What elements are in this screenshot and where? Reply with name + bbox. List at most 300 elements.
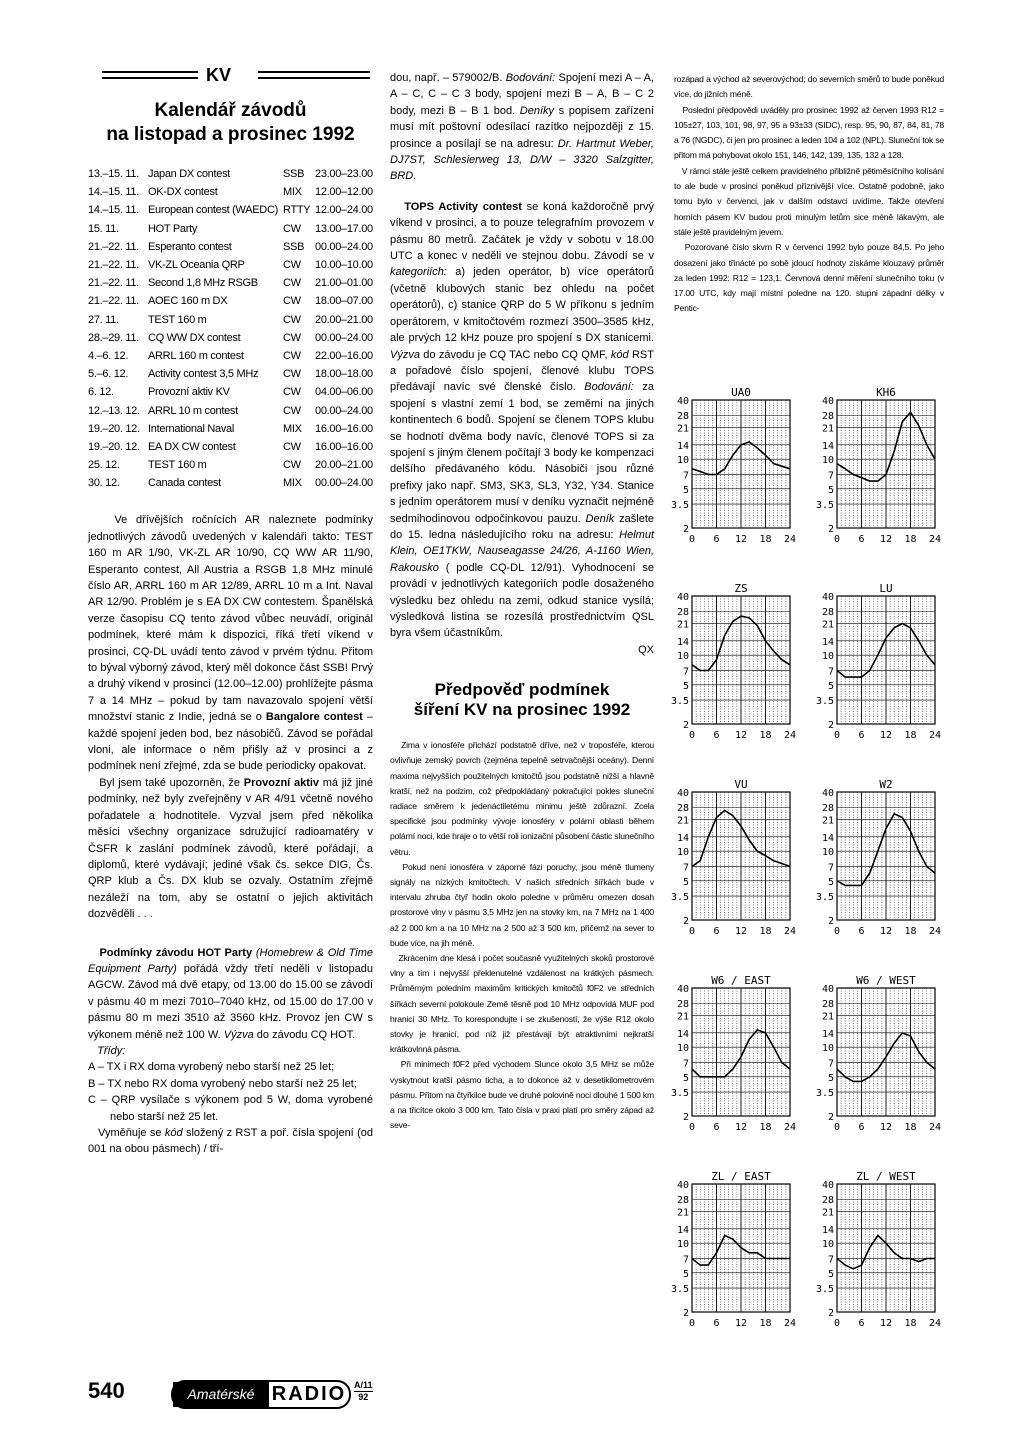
address-text: Helmut Klein, OE1TKW, Nauseagasse 24/26, A-1160 Wien, Rakousko [390, 528, 654, 574]
prediction-title-line-1: Předpověď podmínek [434, 680, 610, 700]
chart-y-tick: 10 [821, 1239, 834, 1251]
calendar-contest-name: Esperanto contest [148, 240, 232, 253]
chart-y-tick: 5 [827, 1268, 834, 1280]
calendar-contest-name: Second 1,8 MHz RSGB [148, 277, 258, 290]
paragraph [88, 512, 373, 775]
chart-y-tick: 7 [827, 862, 834, 874]
calendar-row [88, 420, 373, 438]
calendar-mode: MIX [283, 477, 302, 490]
chart-y-tick: 10 [676, 455, 689, 467]
chart-y-tick: 7 [682, 1254, 689, 1266]
prediction-title [390, 680, 654, 720]
paragraph [88, 1043, 373, 1059]
chart-x-tick: 0 [833, 730, 841, 741]
chart-y-tick: 28 [676, 1195, 689, 1207]
chart-zs [671, 582, 796, 741]
calendar-date: 25. 12. [88, 459, 120, 472]
chart-zl-west [816, 1170, 941, 1329]
chart-y-tick: 21 [676, 619, 689, 631]
chart-x-tick: 18 [904, 926, 917, 937]
chart-y-tick: 28 [676, 803, 689, 815]
text: Vyměňuje se [98, 1127, 162, 1139]
chart-title: VU [734, 778, 748, 791]
chart-y-tick: 2 [682, 1112, 689, 1123]
chart-y-tick: 28 [821, 1195, 834, 1207]
text: se koná každoročně prvý víkend v prosinci, a to pouze telegrafním provozem v pásmu 80 metrů. Začátek je vždy v sobotu v 18.00 UTC a konec v neděli ve stejnou dobu. Závodí se v [390, 200, 655, 263]
chart-y-tick: 5 [682, 1268, 689, 1280]
chart-y-tick: 21 [676, 1011, 689, 1023]
chart-x-tick: 12 [734, 1122, 748, 1133]
calendar-contest-name: Japan DX contest [148, 168, 231, 181]
chart-y-tick: 14 [676, 1028, 689, 1040]
calendar-mode: CW [283, 331, 301, 344]
chart-y-tick: 10 [676, 651, 689, 663]
chart-x-tick: 0 [688, 1318, 696, 1329]
chart-title: ZS [734, 582, 748, 595]
calendar-mode: CW [283, 222, 301, 235]
calendar-date: 14.–15. 11. [88, 204, 139, 217]
list-item: B – TX nebo RX doma vyrobený nebo starší než 25 let; [88, 1077, 357, 1090]
section-header [88, 65, 373, 89]
column-2 [390, 70, 654, 1134]
calendar-time: 12.00–12.00 [315, 186, 373, 199]
chart-kh6 [816, 386, 941, 545]
chart-x-tick: 12 [879, 926, 893, 937]
calendar-mode: CW [283, 277, 301, 290]
calendar-title [88, 99, 373, 147]
calendar-row [88, 220, 373, 238]
chart-x-tick: 18 [904, 1318, 917, 1329]
chart-zl-east [671, 1170, 796, 1329]
chart-y-tick: 3.5 [815, 696, 834, 708]
paragraph [674, 240, 944, 316]
chart-x-tick: 6 [858, 534, 865, 545]
contest-calendar-body [88, 165, 373, 492]
chart-x-tick: 12 [879, 1122, 893, 1133]
chart-y-tick: 10 [676, 847, 689, 859]
chart-x-tick: 18 [759, 1122, 772, 1133]
chart-x-tick: 6 [713, 1318, 720, 1329]
chart-y-tick: 3.5 [670, 500, 689, 512]
chart-y-tick: 21 [821, 815, 834, 827]
chart-y-tick: 28 [676, 607, 689, 619]
chart-x-tick: 12 [879, 730, 893, 741]
text: Byl jsem také upozorněn, že [99, 776, 241, 789]
chart-x-tick: 24 [928, 1318, 942, 1329]
calendar-row [88, 183, 373, 201]
chart-x-tick: 18 [904, 1122, 917, 1133]
calendar-time: 00.00–24.00 [315, 404, 373, 417]
chart-y-tick: 40 [676, 984, 689, 995]
calendar-contest-name: Canada contest [148, 477, 221, 490]
chart-title: W6 / WEST [856, 974, 916, 987]
chart-y-tick: 3.5 [670, 1284, 689, 1296]
calendar-contest-name: Provozní aktiv KV [148, 386, 230, 399]
page-footer [88, 1378, 378, 1410]
chart-y-tick: 3.5 [815, 892, 834, 904]
chart-y-tick: 2 [827, 720, 834, 731]
chart-y-tick: 5 [682, 1072, 689, 1084]
chart-x-tick: 0 [688, 730, 696, 741]
chart-y-tick: 7 [682, 666, 689, 678]
chart-y-tick: 14 [676, 1224, 689, 1236]
calendar-date: 21.–22. 11. [88, 259, 139, 272]
text: do závodu je CQ TAC nebo CQ QMF, [423, 348, 608, 361]
chart-x-tick: 0 [833, 1122, 841, 1133]
text: má již jiné podmínky, než byly zveřejněny v AR 4/91 včetně nového pořadatele a hodnotitele. Vyzval jsem před několika měsíci všechny organizace sdružující radioamatéry v ČSFR k zaslání podmínek závodů, které pořádají, a diplomů, které vydávají; jediné však čs. sekce DIG, Čs. QRP klub a Čs. DX klub se ozvaly. Ostatním zřejmě nezáleží na tom, aby se ostatní o jejich aktivitách dozvěděli . . . [88, 776, 374, 921]
calendar-mode: CW [283, 313, 301, 326]
chart-y-tick: 2 [682, 720, 689, 731]
calendar-date: 27. 11. [88, 313, 119, 326]
chart-y-tick: 21 [821, 1207, 834, 1219]
calendar-row [88, 238, 373, 256]
chart-y-tick: 7 [682, 470, 689, 482]
text: pořádá vždy třetí neděli v listopadu AGCW. Závod má dvě etapy, od 13.00 do 15.00 se závodí v pásmu 40 m mezi 7010–7040 kHz, od 15.00 do 17.00 v pásmu 80 m mezi 3510 až 3560 kHz. Provoz jen CW s výkonem méně než 100 W. [88, 962, 374, 1041]
calendar-row [88, 201, 373, 219]
chart-y-tick: 40 [676, 396, 689, 407]
paragraph: rozápad a východ až severovýchod; do severních směrů to bude poněkud více, do jižních méně. [674, 74, 944, 100]
calendar-mode: CW [283, 459, 301, 472]
calendar-time: 23.00–23.00 [315, 168, 373, 181]
italic-text: kód [610, 348, 629, 361]
calendar-time: 18.00–07.00 [315, 295, 373, 308]
chart-x-tick: 24 [928, 1122, 942, 1133]
logo-right-text: RADIO [271, 1383, 347, 1405]
chart-y-tick: 3.5 [670, 1088, 689, 1100]
chart-y-tick: 28 [821, 607, 834, 619]
calendar-time: 20.00–21.00 [315, 459, 373, 472]
chart-y-tick: 2 [827, 916, 834, 927]
chart-y-tick: 21 [821, 423, 834, 435]
chart-y-tick: 10 [821, 847, 834, 859]
chart-y-tick: 7 [827, 666, 834, 678]
chart-y-tick: 5 [682, 876, 689, 888]
calendar-title-line-1: Kalendář závodů [154, 100, 307, 121]
chart-y-tick: 28 [676, 999, 689, 1011]
bold-text: Provozní aktiv [243, 776, 320, 789]
chart-x-tick: 0 [833, 1318, 841, 1329]
chart-x-tick: 24 [783, 1122, 797, 1133]
chart-y-tick: 14 [821, 440, 834, 452]
chart-y-tick: 10 [821, 651, 834, 663]
text: a) jeden operátor, b) více operátorů (včetně klubových stanic bez ohledu na počet operátorů), c) stanice QRP do 5 W příkonu s jedním operátorem, v kmitočtovém rozmezí 3500–3585 kHz, ale prvých 12 kHz pouze pro spojení s DX stanicemi. [390, 266, 654, 345]
calendar-time: 00.00–24.00 [315, 331, 373, 344]
text: do závodu CQ HOT. [256, 1028, 356, 1041]
chart-y-tick: 21 [676, 423, 689, 435]
chart-x-tick: 18 [759, 534, 772, 545]
chart-lu [816, 582, 941, 741]
calendar-mode: CW [283, 386, 301, 399]
text: RST a pořadové číslo spojení, členové klubu TOPS předávají navíc své členské číslo. [390, 348, 654, 394]
paragraph [390, 738, 654, 860]
calendar-contest-name: OK-DX contest [148, 186, 218, 199]
calendar-mode: CW [283, 349, 301, 362]
chart-x-tick: 6 [858, 926, 865, 937]
italic-text: Třídy: [97, 1044, 126, 1057]
chart-title: ZL / WEST [856, 1170, 916, 1183]
page-number: 540 [88, 1378, 125, 1403]
italic-text: Bodování: [505, 72, 556, 84]
text: Zkrácením dne klesá i počet současně využitelných skoků prostorové vlny a tím i nejvyšší překlenutelné vzdálenost na krátkých pásmech. Průměrným poledním maximům kritických kmitočtů f0F2 ve středních šířkách severní polokoule Země těsně pod 10 MHz odpovídá MUF pod hranicí 30 MHz. To korespondujte i se zkušeností, že výše R12 okolo stovky je hranicí, pod níž již přestávají být atraktivními nejkratší krátkovlnná pásma. [390, 953, 654, 1055]
issue-top: A/11 [354, 1380, 373, 1390]
calendar-date: 19.–20. 12. [88, 422, 140, 435]
chart-x-tick: 24 [928, 926, 942, 937]
chart-x-tick: 0 [833, 534, 841, 545]
chart-y-tick: 28 [821, 999, 834, 1011]
chart-x-tick: 24 [783, 534, 797, 545]
calendar-date: 5.–6. 12. [88, 368, 129, 381]
chart-y-tick: 21 [676, 1207, 689, 1219]
prediction-title-line-2: šíření KV na prosinec 1992 [413, 700, 631, 720]
calendar-contest-name: ARRL 10 m contest [148, 404, 238, 417]
text: – každé spojení jeden bod, bez násobičů. Závod se pořádal vloni, ale informace o něm přišly až v prosinci a z podmínek není zřejmé, zda se bude periodicky opakovat. [88, 711, 373, 773]
chart-y-tick: 40 [821, 788, 834, 799]
paragraph [390, 951, 654, 1057]
section-label: KV [206, 65, 232, 85]
calendar-date: 14.–15. 11. [88, 186, 139, 199]
chart-y-tick: 14 [821, 1028, 834, 1040]
chart-x-tick: 24 [783, 926, 797, 937]
propagation-charts-svg [670, 380, 964, 1380]
calendar-mode: CW [283, 404, 301, 417]
column-1-text [88, 512, 373, 1157]
italic-text: kategoriích: [390, 266, 447, 279]
chart-y-tick: 40 [676, 1180, 689, 1191]
text: V rámci stále ještě celkem pravidelného přibližně pětiměsíčního kolísání to ale bude v prosinci poněkud příznivější více. Ostatně podobně, jako tomu bylo v červenci, jak v dalším odstavci uvidíme. Takže otevření horních pásem KV budou proti minulým letům sice méně lákavým, ale stále ještě pravidelným jevem. [674, 165, 944, 237]
issue-bottom: 92 [358, 1392, 369, 1402]
paragraph [674, 164, 944, 240]
chart-vu [671, 778, 796, 937]
chart-y-tick: 7 [827, 1254, 834, 1266]
chart-x-tick: 18 [904, 534, 917, 545]
chart-y-tick: 40 [821, 396, 834, 407]
chart-y-tick: 3.5 [815, 500, 834, 512]
chart-y-tick: 21 [676, 815, 689, 827]
chart-x-tick: 12 [734, 1318, 748, 1329]
calendar-row [88, 329, 373, 347]
calendar-contest-name: VK-ZL Oceania QRP [148, 259, 245, 272]
italic-text: Výzva [223, 1028, 254, 1041]
calendar-date: 30. 12. [88, 477, 120, 490]
calendar-date: 19.–20. 12. [88, 440, 140, 453]
chart-y-tick: 5 [827, 680, 834, 692]
chart-x-tick: 6 [858, 1122, 865, 1133]
chart-y-tick: 40 [676, 592, 689, 603]
issue-number [354, 1380, 373, 1403]
calendar-date: 28.–29. 11. [88, 331, 139, 344]
calendar-time: 16.00–16.00 [315, 422, 373, 435]
text: Ve dřívějších ročnících AR naleznete podmínky jednotlivých závodů uvedených v kalendáři takto: TEST 160 m AR 1/90, VK-ZL AR 10/90, CQ WW AR 11/90, Esperanto contest, All Austria a RSGB 1,8 MHz minulé číslo AR, ARRL 160 m AR 12/89, ARRL 10 m a Int. Naval AR 12/90. Problém je s EA DX CW contestem. Španělská verze časopisu CQ tento závod vůbec neuvádí, originál podmínek, které mám k dispozici, říká třetí víkend v prosinci, CQ-DL uvádí tento závod v prvém týdnu. Přitom to býval výborný závod, který měl dokonce část SSB! Prvý a druhý víkend v prosinci (12.00–12.00) prohlížejte pásma 7 a 14 MHz – pokud by tam navazovalo spojení větší množství stanic z Indie, jedná se o [88, 514, 373, 724]
calendar-time: 16.00–16.00 [315, 440, 373, 453]
text: Spojení mezi A – A, A – C, C – C 3 body, spojení mezi B – A, B – C 2 body, mezi B – B 1 bod. [390, 72, 654, 117]
text: složený z RST a poř. čísla spojení (od 001 na obou pásmech) / tří- [88, 1127, 373, 1156]
calendar-mode: MIX [283, 186, 302, 199]
calendar-mode: CW [283, 295, 301, 308]
classes-list [88, 1059, 373, 1125]
calendar-date: 13.–15. 11. [88, 168, 139, 181]
chart-x-tick: 12 [734, 534, 748, 545]
calendar-row [88, 311, 373, 329]
text: Pokud není ionosféra v záporné fázi poruchy, jsou méně tlumeny signály na nízkých kmitočtech. V našich středních šířkách bude v intervalu zhruba čtyř hodin okolo poledne v průměru omezen dosah prostorové vlny v pásmu 3,5 MHz jen na stovky km, na 7 MHz na 1 400 až 2 000 km a na 10 MHz na 2 500 až 3 500 km, přičemž na sever to bude více, na jih méně. [390, 861, 654, 948]
chart-y-tick: 2 [827, 524, 834, 535]
calendar-contest-name: EA DX CW contest [148, 440, 236, 453]
chart-y-tick: 2 [827, 1112, 834, 1123]
calendar-contest-name: ARRL 160 m contest [148, 349, 244, 362]
calendar-time: 21.00–01.00 [315, 277, 373, 290]
chart-title: UA0 [731, 386, 751, 399]
chart-w6-west [816, 974, 941, 1133]
chart-y-tick: 2 [682, 524, 689, 535]
chart-y-tick: 28 [676, 411, 689, 423]
calendar-row [88, 456, 373, 474]
chart-x-tick: 12 [734, 926, 748, 937]
chart-x-tick: 18 [759, 1318, 772, 1329]
author-signature: QX [638, 643, 654, 656]
chart-x-tick: 24 [928, 730, 942, 741]
chart-ua0 [671, 386, 796, 545]
contest-calendar-table [88, 165, 373, 492]
calendar-date: 6. 12. [88, 386, 114, 399]
chart-x-tick: 0 [688, 1122, 696, 1133]
header-rule-right [258, 71, 370, 73]
calendar-row [88, 347, 373, 365]
calendar-mode: CW [283, 368, 301, 381]
chart-y-tick: 28 [821, 803, 834, 815]
italic-text: Bodování: [584, 381, 634, 394]
bold-text: Podmínky závodu HOT Party [99, 946, 253, 959]
calendar-time: 00.00–24.00 [315, 477, 373, 490]
text: Pozorované číslo skvrn R v červenci 1992 bylo pouze 84,5. Po jeho dosazení jako třinácté po sobě jdoucí hodnoty získáme klouzavý průměr za leden 1992: R12 = 123,1. Červnová denní měření slunečního toku (v 17.00 UTC, kdy mají místní poledne na 120. stupni západní délky v Pentic- [674, 242, 944, 314]
chart-y-tick: 7 [827, 1058, 834, 1070]
chart-x-tick: 0 [688, 534, 696, 545]
chart-w2 [816, 778, 941, 937]
chart-title: W6 / EAST [711, 974, 771, 987]
calendar-date: 21.–22. 11. [88, 295, 139, 308]
text: Při minimech f0F2 před východem Slunce okolo 3,5 MHz se může vyskytnout kratší pásmo ticha, a to dokonce až v desetikilometrovém pásmu. Přitom na čtyřkilce bude ve druhé polovině noci dlouhé 1 500 km a na třicítce okolo 3 000 km. Tato čísla v praxi platí pro směry západ až seve- [390, 1059, 654, 1131]
column-3 [674, 72, 944, 317]
chart-y-tick: 10 [676, 1043, 689, 1055]
propagation-charts [670, 380, 964, 1380]
chart-title: W2 [879, 778, 893, 791]
chart-y-tick: 5 [682, 484, 689, 496]
chart-y-tick: 5 [827, 1072, 834, 1084]
calendar-row [88, 274, 373, 292]
calendar-contest-name: TEST 160 m [148, 313, 207, 326]
chart-y-tick: 5 [682, 680, 689, 692]
chart-y-tick: 2 [682, 916, 689, 927]
chart-title: ZL / EAST [711, 1170, 771, 1183]
calendar-row [88, 256, 373, 274]
chart-x-tick: 6 [713, 1122, 720, 1133]
chart-y-tick: 5 [827, 484, 834, 496]
chart-y-tick: 40 [676, 788, 689, 799]
chart-x-tick: 0 [833, 926, 841, 937]
chart-y-tick: 40 [821, 1180, 834, 1191]
calendar-mode: CW [283, 259, 301, 272]
calendar-row [88, 474, 373, 492]
chart-y-tick: 3.5 [815, 1284, 834, 1296]
chart-y-tick: 14 [676, 440, 689, 452]
chart-y-tick: 10 [676, 1239, 689, 1251]
calendar-row [88, 401, 373, 419]
chart-y-tick: 14 [821, 636, 834, 648]
chart-y-tick: 40 [821, 592, 834, 603]
calendar-mode: SSB [283, 168, 305, 181]
chart-x-tick: 12 [879, 534, 893, 545]
chart-y-tick: 7 [682, 1058, 689, 1070]
chart-x-tick: 6 [713, 534, 720, 545]
paragraph [88, 945, 373, 1043]
paragraph [674, 103, 944, 164]
text: Poslední předpovědi uváděly pro prosinec 1992 až červen 1993 R12 = 105±27, 103, 101, 98, 97, 95 a 93±33 (SIDC), resp. 95, 90, 87, 84, 81, 78 a 76 (NGDC), či jen pro prosinec a leden 104 a 102 (NPL). Sluneční tok se přitom má pohybovat okolo 151, 146, 142, 139, 135, 132 a 128. [674, 104, 944, 161]
calendar-row [88, 292, 373, 310]
chart-x-tick: 6 [858, 1318, 865, 1329]
list-item: C – QRP vysílače s výkonem pod 5 W, doma vyrobené nebo starší než 25 let. [88, 1094, 373, 1123]
calendar-mode: CW [283, 440, 301, 453]
calendar-mode: MIX [283, 422, 302, 435]
paragraph [88, 775, 373, 923]
address-text: Dr. Hartmut Weber, DJ7ST, Schlesierweg 13, D/W – 3320 Salzgitter, BRD. [390, 137, 654, 183]
calendar-mode: SSB [283, 240, 305, 253]
header-rule-left [102, 71, 198, 73]
chart-x-tick: 24 [928, 534, 942, 545]
chart-title: LU [879, 582, 893, 595]
text: Zima v ionosféře přichází podstatně dříve, než v troposféře, kterou ovlivňuje zemský povrch (zejména tepelně setrvačnější oceány). Denní maxima nejvyšších použitelných kmitočtů jsou podstatně nižší a hlavně kratší, než na podzim, což předpokládaný pokračující pokles sluneční radiace směrem k jedenáctiletému minimu ještě zdůrazní. Zcela specifické jsou podmínky vývoje ionosféry v polární oblasti během polární noci, kde hraje o to větší roli ionizační působení částic slunečního větru. [390, 740, 654, 857]
chart-x-tick: 6 [858, 730, 865, 741]
calendar-time: 04.00–06.00 [315, 386, 373, 399]
chart-x-tick: 18 [904, 730, 917, 741]
calendar-row [88, 383, 373, 401]
chart-y-tick: 28 [821, 411, 834, 423]
calendar-contest-name: HOT Party [148, 222, 198, 235]
chart-y-tick: 10 [821, 1043, 834, 1055]
calendar-date: 21.–22. 11. [88, 240, 139, 253]
chart-x-tick: 18 [759, 926, 772, 937]
calendar-time: 00.00–24.00 [315, 240, 373, 253]
italic-text: Deník [585, 512, 615, 525]
chart-y-tick: 3.5 [670, 696, 689, 708]
paragraph [88, 1125, 373, 1158]
chart-x-tick: 6 [713, 926, 720, 937]
chart-y-tick: 7 [827, 470, 834, 482]
calendar-contest-name: TEST 160 m [148, 459, 207, 472]
calendar-time: 10.00–10.00 [315, 259, 373, 272]
italic-text: Výzva [390, 348, 420, 361]
calendar-contest-name: International Naval [148, 422, 235, 435]
chart-y-tick: 14 [821, 832, 834, 844]
text: zašlete do 15. ledna následujícího roku na adresu: [390, 512, 654, 541]
chart-y-tick: 10 [821, 455, 834, 467]
chart-y-tick: 3.5 [670, 892, 689, 904]
calendar-date: 21.–22. 11. [88, 277, 139, 290]
calendar-contest-name: European contest (WAEDC) [148, 204, 278, 217]
italic-text: (Homebrew & Old Time Equipment Party) [88, 946, 373, 975]
chart-y-tick: 2 [682, 1308, 689, 1319]
logo-left-text: Amatérské [173, 1382, 269, 1407]
chart-x-tick: 18 [759, 730, 772, 741]
calendar-row [88, 365, 373, 383]
calendar-time: 22.00–16.00 [315, 349, 373, 362]
calendar-time: 20.00–21.00 [315, 313, 373, 326]
italic-text: kód [164, 1127, 183, 1139]
prediction-text [390, 738, 654, 1133]
chart-y-tick: 5 [827, 876, 834, 888]
chart-x-tick: 24 [783, 1318, 797, 1329]
chart-x-tick: 24 [783, 730, 797, 741]
calendar-date: 4.–6. 12. [88, 349, 129, 362]
text: za spojení s vlastní zemí 1 bod, se zeměmi na jiných kontinentech 6 bodů. Spojení se členem TOPS klubu se hodnotí dvěma body navíc, členové TOPS si za spojení s jiným členem počítají 3 body ke kompenzaci delšího předávaného kódu. Násobiči jsou různé prefixy jako např. SM3, SK3, SL3, Y32, Y34. Stanice s jedním operátorem musí v deníku vyznačit nejméně sedmihodinovou odpočinkovou pauzu. [390, 381, 654, 525]
chart-y-tick: 7 [682, 862, 689, 874]
